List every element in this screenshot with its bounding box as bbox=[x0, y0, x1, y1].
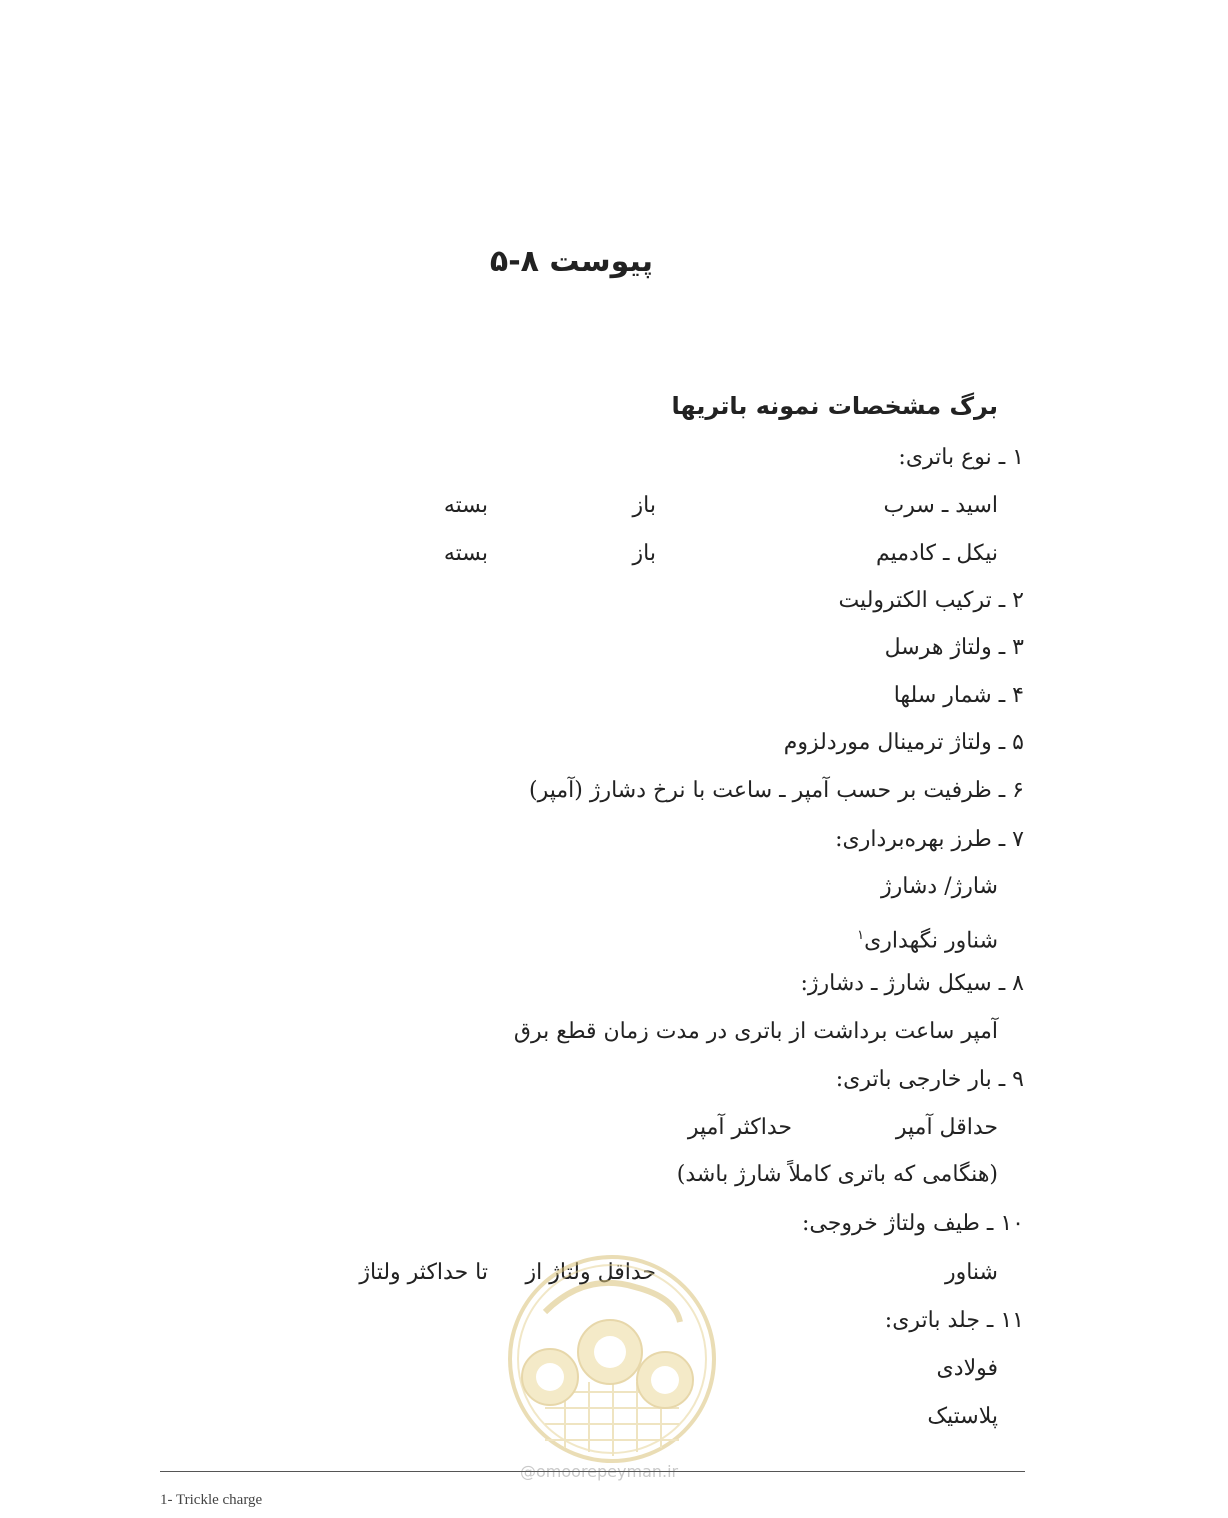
footnote-divider bbox=[160, 1471, 1025, 1472]
item-11-steel: فولادی bbox=[936, 1356, 998, 1381]
item-7-charge-discharge: شارژ/ دشارژ bbox=[881, 874, 998, 899]
page-title: پیوست ۸-۵ bbox=[489, 244, 653, 279]
item-4: ۴ ـ شمار سلها bbox=[893, 683, 1024, 708]
item-8: ۸ ـ سیکل شارژ ـ دشارژ: bbox=[800, 971, 1024, 996]
section-heading: برگ مشخصات نمونه باتریها bbox=[671, 392, 998, 420]
item-9: ۹ ـ بار خارجی باتری: bbox=[835, 1067, 1024, 1092]
item-10-min-voltage: حداقل ولتاژ از bbox=[525, 1260, 656, 1285]
footnote-reference: ۱ bbox=[857, 928, 865, 943]
footnote bbox=[160, 1492, 262, 1509]
footnote-marker: 1- bbox=[160, 1492, 173, 1508]
item-10: ۱۰ ـ طیف ولتاژ خروجی: bbox=[802, 1211, 1024, 1236]
item-11: ۱۱ ـ جلد باتری: bbox=[884, 1308, 1024, 1333]
item-2: ۲ ـ ترکیب الکترولیت bbox=[838, 588, 1024, 613]
item-1-lead-acid-closed: بسته bbox=[443, 493, 488, 518]
item-3: ۳ ـ ولتاژ هرسل bbox=[884, 635, 1024, 660]
watermark-text: @omoorepeyman.ir bbox=[520, 1462, 679, 1481]
item-5: ۵ ـ ولتاژ ترمینال موردلزوم bbox=[783, 730, 1024, 755]
item-9-note: (هنگامی که باتری کاملاً شارژ باشد) bbox=[676, 1162, 998, 1187]
item-10-max-voltage: تا حداکثر ولتاژ bbox=[359, 1260, 488, 1285]
item-9-min-ampere: حداقل آمپر bbox=[895, 1115, 998, 1140]
item-1-nickel-cadmium-open: باز bbox=[632, 541, 656, 566]
item-7-float bbox=[857, 922, 998, 955]
item-1-nickel-cadmium: نیکل ـ کادمیم bbox=[875, 541, 998, 566]
item-1-lead-acid: اسید ـ سرب bbox=[883, 493, 998, 518]
item-7: ۷ ـ طرز بهره‌برداری: bbox=[835, 827, 1024, 852]
item-10-float: شناور bbox=[944, 1260, 998, 1285]
item-1-nickel-cadmium-closed: بسته bbox=[443, 541, 488, 566]
item-6: ۶ ـ ظرفیت بر حسب آمپر ـ ساعت با نرخ دشارژ (آمپر) bbox=[529, 778, 1024, 803]
item-7-float-label: شناور نگهداری bbox=[864, 928, 998, 954]
item-1-lead-acid-open: باز bbox=[632, 493, 656, 518]
watermark-logo bbox=[505, 1252, 719, 1466]
item-9-max-ampere: حداکثر آمپر bbox=[687, 1115, 792, 1140]
item-1: ۱ ـ نوع باتری: bbox=[898, 445, 1024, 470]
footnote-text: Trickle charge bbox=[175, 1492, 263, 1508]
item-8-amp-hours: آمپر ساعت برداشت از باتری در مدت زمان قطع برق bbox=[513, 1019, 998, 1044]
item-11-plastic: پلاستیک bbox=[927, 1404, 998, 1429]
